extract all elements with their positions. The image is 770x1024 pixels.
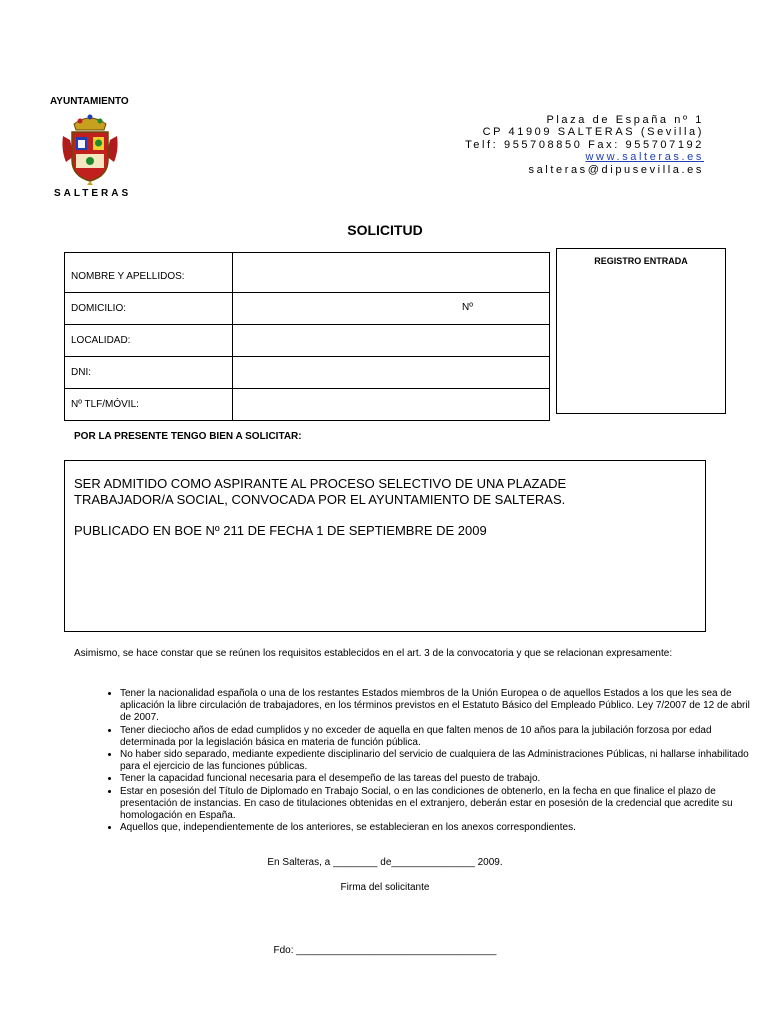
form-row-nombre (65, 253, 550, 293)
telefono-label: Nº TLF/MÓVIL: (65, 389, 233, 421)
address-block (465, 114, 704, 176)
town-name: SALTERAS (54, 188, 132, 199)
phone-fax-line: Telf: 955708850 Fax: 955707192 (465, 138, 704, 151)
ayuntamiento-label: AYUNTAMIENTO (50, 96, 129, 107)
dni-field[interactable] (233, 357, 550, 389)
postal-line: CP 41909 SALTERAS (Sevilla) (482, 126, 704, 139)
registro-entrada-label: REGISTRO ENTRADA (594, 256, 688, 266)
coat-of-arms-logo (60, 110, 120, 185)
request-line-2: TRABAJADOR/A SOCIAL, CONVOCADA POR EL AYUNTAMIENTO DE SALTERAS. (74, 492, 566, 507)
telefono-field[interactable] (233, 389, 550, 421)
document-title: SOLICITUD (347, 222, 423, 238)
form-row-dni (65, 357, 550, 389)
signature-line: Fdo: ____________________________________ (273, 945, 497, 956)
applicant-form (64, 252, 550, 421)
solicitar-heading: POR LA PRESENTE TENGO BIEN A SOLICITAR: (74, 431, 302, 442)
form-row-domicilio (65, 293, 550, 325)
request-line-1: SER ADMITIDO COMO ASPIRANTE AL PROCESO SELECTIVO DE UNA PLAZADE (74, 476, 567, 491)
request-box (64, 460, 706, 632)
list-item: • Tener la capacidad funcional necesaria para el desempeño de las tareas del puesto de trabajo. (120, 773, 750, 785)
form-row-localidad (65, 325, 550, 357)
localidad-label: LOCALIDAD: (65, 325, 233, 357)
request-line-3: PUBLICADO EN BOE Nº 211 DE FECHA 1 DE SEPTIEMBRE DE 2009 (74, 523, 487, 538)
list-item: • Tener la nacionalidad española o una de los restantes Estados miembros de la Unión Europea o de aquellos Estados a los que les sea de aplicación la libre circulación de trabajadores, en los términos previstos en el Estatuto Básico del Empleado Público. Ley 7/2007 de 12 de abril de 2007. (120, 688, 750, 725)
dni-label: DNI: (65, 357, 233, 389)
form-row-telefono (65, 389, 550, 421)
address-line: Plaza de España nº 1 (546, 114, 704, 126)
nombre-field[interactable] (233, 253, 550, 293)
list-item: • No haber sido separado, mediante expediente disciplinario del servicio de cualquiera de las Administraciones Públicas, ni hallarse inhabilitado para el ejercicio de las funciones públicas. (120, 749, 750, 773)
requirements-list (74, 688, 750, 834)
localidad-field[interactable] (233, 325, 550, 357)
list-item: • Estar en posesión del Título de Diplomado en Trabajo Social, o en las condiciones de obtenerlo, en la fecha en que finalice el plazo de presentación de instancias. En caso de titulaciones obtenidas en el extranjero, deberán estar en posesión de la credencial que acredite su homologación en España. (120, 786, 750, 823)
numero-label: Nº (462, 302, 473, 313)
list-item: • Aquellos que, independientemente de los anteriores, se establecieran en los anexos correspondientes. (120, 822, 750, 834)
domicilio-label: DOMICILIO: (65, 293, 233, 325)
date-line: En Salteras, a ________ de_______________ 2009. (267, 857, 503, 868)
signature-caption: Firma del solicitante (340, 882, 430, 893)
website-link[interactable]: www.salteras.es (585, 151, 704, 164)
intro-paragraph: Asimismo, se hace constar que se reúnen los requisitos establecidos en el art. 3 de la convocatoria y que se relacionan expresamente: (74, 648, 673, 659)
domicilio-field[interactable] (233, 293, 550, 325)
email-text: salteras@dipusevilla.es (528, 163, 704, 176)
nombre-label: NOMBRE Y APELLIDOS: (65, 253, 233, 293)
list-item: • Tener dieciocho años de edad cumplidos y no exceder de aquella en que falten menos de 10 años para la jubilación forzosa por edad determinada por la legislación básica en materia de función pública. (120, 725, 750, 749)
registro-entrada-box (556, 248, 726, 414)
